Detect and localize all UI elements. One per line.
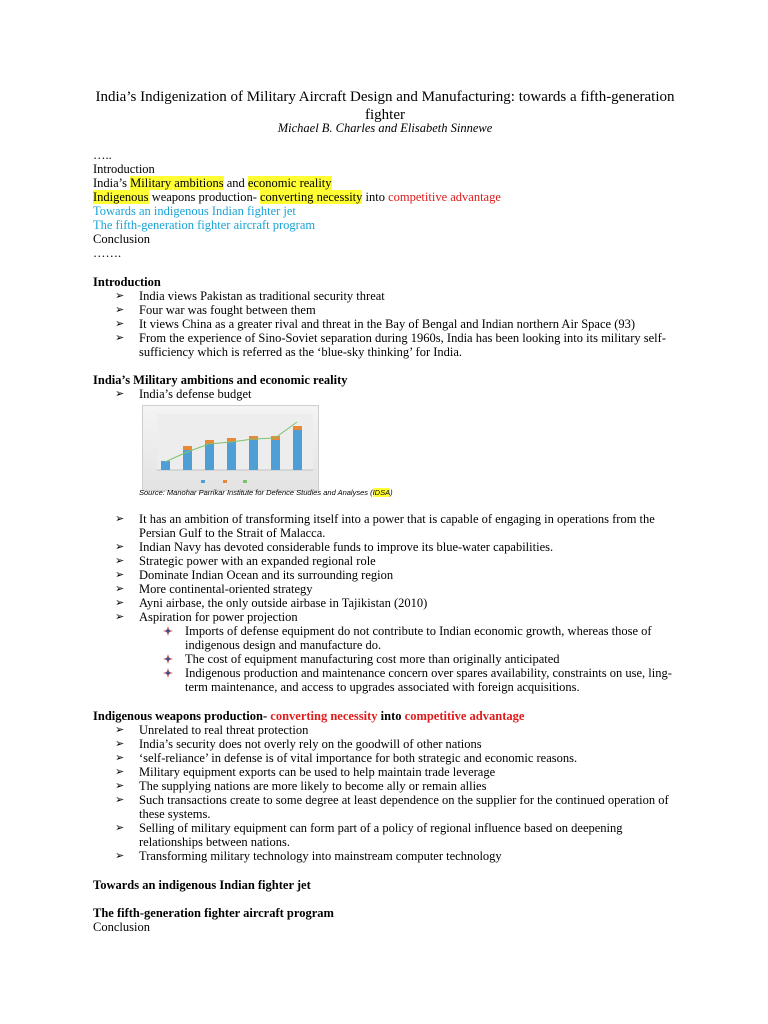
chart-bar [271, 440, 280, 470]
chart-bar [161, 461, 170, 470]
toc-red-text: competitive advantage [388, 190, 501, 204]
heading-red-text: competitive advantage [404, 709, 525, 723]
source-text: Source: Manohar Parrikar Institute for Defence Studies and Analyses ( [139, 488, 373, 497]
toc-text: India’s [93, 176, 131, 190]
chart-bar-segment [293, 426, 302, 430]
list-item-text: The cost of equipment manufacturing cost more than originally anticipated [185, 652, 560, 666]
chart-legend [201, 480, 247, 483]
document-authors: Michael B. Charles and Elisabeth Sinnewe [277, 121, 493, 135]
document-title: India’s Indigenization of Military Aircraft Design and Manufacturing: towards a fifth-generation fighter [95, 89, 675, 123]
list-item [185, 652, 683, 666]
section-heading: Towards an indigenous Indian fighter jet [93, 878, 311, 892]
toc-ellipsis-top: ….. [93, 148, 112, 162]
section-military-ambitions-continued [93, 512, 683, 694]
toc-text: weapons production- [148, 190, 260, 204]
cross-bullet-icon [163, 626, 173, 636]
chart-graphic [143, 406, 318, 490]
list-item [185, 666, 683, 694]
toc-military-ambitions [93, 176, 683, 190]
table-of-contents [93, 148, 683, 260]
toc-fighter-jet: Towards an indigenous Indian fighter jet [93, 204, 296, 218]
toc-conclusion: Conclusion [93, 232, 150, 246]
toc-highlight: converting necessity [260, 190, 363, 204]
list-item: ➢ More continental-oriented strategy [139, 582, 683, 596]
section-heading: The fifth-generation fighter aircraft program [93, 906, 334, 920]
toc-introduction: Introduction [93, 162, 155, 176]
list-item: ➢ India’s security does not overly rely on the goodwill of other nations [139, 737, 683, 751]
list-item: ➢ Indian Navy has devoted considerable funds to improve its blue-water capabilities. [139, 540, 683, 554]
list-item: ➢ Four war was fought between them [139, 303, 683, 317]
section-heading: Introduction [93, 275, 161, 289]
bullet-list [93, 387, 683, 401]
section-heading [93, 709, 524, 723]
list-item: ➢ Such transactions create to some degree at least dependence on the supplier for the continued operation of these systems. [139, 793, 683, 821]
list-item: ➢ Aspiration for power projection [139, 610, 683, 624]
heading-text: Indigenous weapons production- [93, 709, 271, 723]
chart-bar [249, 440, 258, 470]
list-item: ➢ India’s defense budget [139, 387, 683, 401]
list-item: ➢ From the experience of Sino-Soviet separation during 1960s, India has been looking into its military self-sufficiency which is referred as the ‘blue-sky thinking’ for India. [139, 331, 683, 359]
chart-bar-segment [183, 446, 192, 450]
section-heading: India’s Military ambitions and economic reality [93, 373, 348, 387]
cross-bullet-icon [163, 668, 173, 678]
sub-bullet-list [93, 624, 683, 694]
toc-text: and [223, 176, 248, 190]
bullet-list [93, 723, 683, 863]
list-item-text: Indigenous production and maintenance concern over spares availability, constraints on use, ling-term maintenance, and access to upgrades associated with foreign acquisitions. [185, 666, 672, 694]
toc-ellipsis-bottom: ……. [93, 246, 122, 260]
list-item: ➢ Ayni airbase, the only outside airbase in Tajikistan (2010) [139, 596, 683, 610]
toc-highlight: Military ambitions [130, 176, 224, 190]
list-item-text: Imports of defense equipment do not contribute to Indian economic growth, whereas those of indigenous design and manufacture do. [185, 624, 652, 652]
list-item: ➢ The supplying nations are more likely to become ally or remain allies [139, 779, 683, 793]
chart-bar [205, 444, 214, 470]
list-item: ➢ Selling of military equipment can form part of a policy of regional influence based on deepening relationships between nations. [139, 821, 683, 849]
list-item: ➢ It views China as a greater rival and threat in the Bay of Bengal and Indian northern Air Space (93) [139, 317, 683, 331]
list-item: ➢ Unrelated to real threat protection [139, 723, 683, 737]
section-fighter-jet [93, 878, 683, 892]
toc-highlight: Indigenous [93, 190, 149, 204]
section-military-ambitions [93, 373, 683, 401]
list-item [185, 624, 683, 652]
cross-bullet-icon [163, 654, 173, 664]
toc-text: into [362, 190, 389, 204]
section-introduction [93, 275, 683, 359]
list-item: ➢ Transforming military technology into mainstream computer technology [139, 849, 683, 863]
defense-budget-chart-image [142, 405, 319, 491]
chart-bar [293, 430, 302, 470]
source-text: ) [390, 488, 393, 497]
list-item: ➢ ‘self-reliance’ in defense is of vital importance for both strategic and economic reasons. [139, 751, 683, 765]
toc-highlight: economic reality [247, 176, 332, 190]
toc-fifth-generation: The fifth-generation fighter aircraft program [93, 218, 316, 232]
bullet-list [93, 289, 683, 359]
heading-text: into [377, 709, 405, 723]
chart-bar [227, 442, 236, 470]
chart-source [139, 488, 393, 497]
bullet-list [93, 512, 683, 624]
legend-swatch [201, 480, 205, 483]
toc-indigenous-weapons [93, 190, 683, 204]
heading-red-text: converting necessity [270, 709, 378, 723]
list-item: ➢ Military equipment exports can be used to help maintain trade leverage [139, 765, 683, 779]
section-indigenous-weapons [93, 709, 683, 863]
conclusion-text: Conclusion [93, 920, 150, 934]
legend-swatch [243, 480, 247, 483]
source-highlight: IDSA [372, 488, 391, 497]
list-item: ➢ Dominate Indian Ocean and its surrounding region [139, 568, 683, 582]
legend-swatch [223, 480, 227, 483]
list-item: ➢ It has an ambition of transforming itself into a power that is capable of engaging in operations from the Persian Gulf to the Strait of Malacca. [139, 512, 683, 540]
section-fifth-generation [93, 906, 683, 934]
list-item: ➢ India views Pakistan as traditional security threat [139, 289, 683, 303]
list-item: ➢ Strategic power with an expanded regional role [139, 554, 683, 568]
